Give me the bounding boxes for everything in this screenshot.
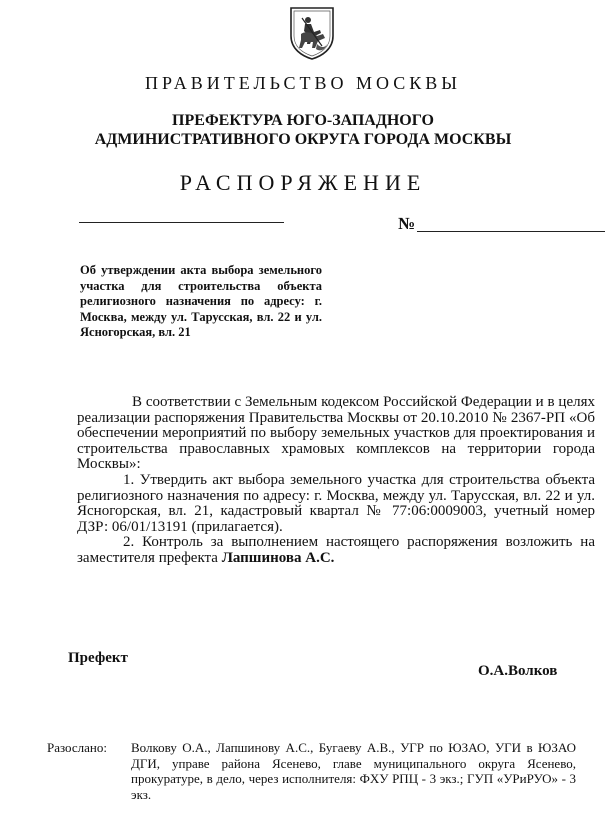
document-subject: Об утверждении акта выбора земельного участка для строительства объекта религиозного назначения по адресу: г. Москва, между ул. Тарусская, вл. 22 и ул. Ясногорская, вл. 21: [80, 263, 322, 339]
moscow-coat-of-arms-icon: [287, 4, 337, 60]
prefecture-line-2: АДМИНИСТРАТИВНОГО ОКРУГА ГОРОДА МОСКВЫ: [94, 131, 512, 148]
body-item-1: 1. Утвердить акт выбора земельного участка для строительства объекта религиозного назначения по адресу: г. Москва, между ул. Тарусская, вл. 22 и ул. Ясногорская, вл. 21, кадастровый квартал № 77:06:0009003, учетный номер ДЗР: 06/01/13191 (прилагается).: [77, 471, 595, 535]
prefecture-title: [0, 111, 606, 149]
distribution-list: Волкову О.А., Лапшинову А.С., Бугаеву А.В., УГР по ЮЗАО, УГИ в ЮЗАО ДГИ, управе района Ясенево, главе муниципального округа Ясенево, прокуратуре, в дело, через исполнителя: ФХУ РПЦ - 3 экз.; ГУП «УРиРУО» - 3 экз.: [131, 740, 576, 802]
signatory-position: Префект: [68, 650, 128, 666]
document-type: РАСПОРЯЖЕНИЕ: [179, 170, 427, 195]
date-blank-line: [79, 222, 284, 223]
number-sign: №: [398, 214, 416, 233]
signatory-name: О.А.Волков: [478, 663, 558, 679]
body-item-2-text: 2. Контроль за выполнением настоящего распоряжения возложить на заместителя префекта: [77, 534, 595, 566]
number-blank-line: [417, 231, 605, 232]
document-body: [77, 395, 595, 567]
government-title: ПРАВИТЕЛЬСТВО МОСКВЫ: [144, 73, 461, 93]
body-intro: В соответствии с Земельным кодексом Российской Федерации и в целях реализации распоряжения Правительства Москвы от 20.10.2010 № 2367-РП «Об обеспечении мероприятий по выбору земельных участков для проектирования и строительства православных храмовых комплексов на территории города Москвы»:: [77, 394, 595, 473]
body-item-2: [77, 535, 595, 566]
prefecture-line-1: ПРЕФЕКТУРА ЮГО-ЗАПАДНОГО: [172, 112, 434, 129]
distribution-label: Разослано:: [47, 740, 107, 755]
deputy-name: Лапшинова А.С.: [221, 549, 335, 566]
